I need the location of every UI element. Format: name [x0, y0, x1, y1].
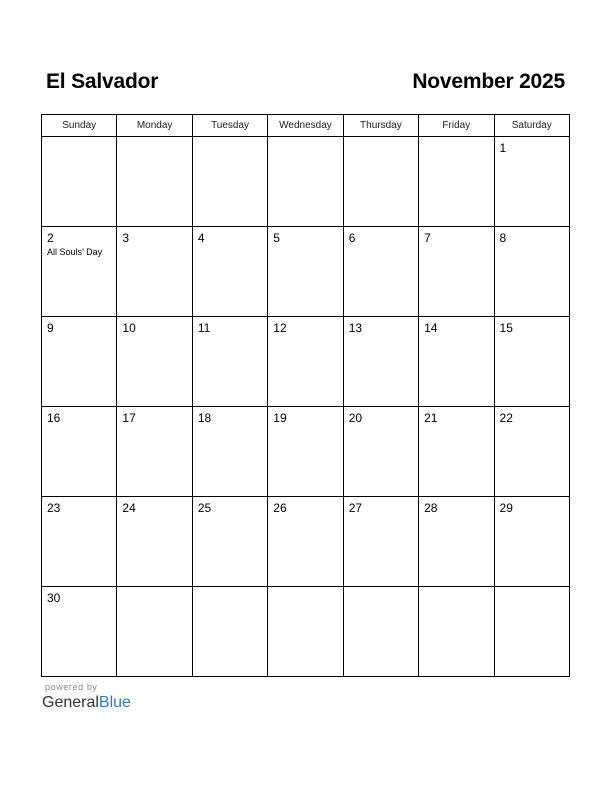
day-number — [117, 137, 191, 142]
day-cell — [494, 137, 569, 227]
day-cell — [268, 497, 343, 587]
day-number: 24 — [122, 501, 136, 515]
day-number — [193, 137, 267, 142]
day-number: 30 — [47, 591, 61, 605]
day-cell — [192, 227, 267, 317]
day-number: 3 — [122, 231, 130, 245]
day-number — [193, 587, 267, 592]
day-number: 29 — [499, 501, 513, 515]
brand-blue-text: Blue — [98, 694, 131, 711]
week-row — [42, 317, 570, 407]
day-number — [419, 587, 493, 592]
calendar-grid — [41, 114, 570, 677]
weekday-header: Thursday — [343, 115, 418, 137]
day-number: 28 — [424, 501, 438, 515]
day-cell — [117, 317, 192, 407]
day-number — [419, 137, 493, 142]
day-number: 19 — [273, 411, 287, 425]
day-number: 8 — [499, 231, 507, 245]
day-number: 17 — [122, 411, 136, 425]
day-cell — [343, 407, 418, 497]
weekday-header: Monday — [117, 115, 192, 137]
day-cell — [42, 227, 117, 317]
day-cell — [343, 317, 418, 407]
day-number: 4 — [197, 231, 205, 245]
day-cell — [117, 587, 192, 677]
day-cell — [419, 317, 494, 407]
day-cell — [343, 497, 418, 587]
generalblue-logo[interactable] — [42, 694, 131, 712]
day-cell — [268, 137, 343, 227]
day-cell — [42, 407, 117, 497]
day-number: 9 — [47, 321, 54, 335]
holiday-label: All Souls’ Day — [47, 247, 103, 257]
day-number: 7 — [424, 231, 431, 245]
day-number: 25 — [197, 501, 212, 515]
weekday-header: Wednesday — [268, 115, 343, 137]
day-cell — [419, 587, 494, 677]
day-number — [268, 137, 342, 142]
day-cell — [192, 137, 267, 227]
day-cell — [343, 137, 418, 227]
day-cell — [268, 407, 343, 497]
day-number — [42, 137, 116, 142]
day-number — [344, 137, 418, 142]
day-number: 16 — [47, 411, 61, 425]
day-cell — [494, 407, 569, 497]
day-cell — [419, 497, 494, 587]
day-number: 14 — [424, 321, 438, 335]
day-cell — [419, 137, 494, 227]
day-cell — [42, 497, 117, 587]
day-cell — [42, 587, 117, 677]
day-number: 20 — [348, 411, 363, 425]
powered-by-label: powered by — [45, 682, 98, 692]
day-number: 11 — [197, 321, 211, 335]
day-cell — [117, 137, 192, 227]
weekday-header-row — [42, 115, 570, 137]
day-number: 26 — [273, 501, 287, 515]
day-number — [268, 587, 342, 592]
day-number — [117, 587, 191, 592]
day-cell — [494, 497, 569, 587]
month-year-title: November 2025 — [412, 70, 565, 93]
day-cell — [42, 317, 117, 407]
day-number: 15 — [499, 321, 513, 335]
day-cell — [494, 587, 569, 677]
day-number — [495, 587, 569, 592]
weekday-header: Saturday — [494, 115, 569, 137]
day-cell — [192, 407, 267, 497]
day-cell — [494, 227, 569, 317]
day-cell — [268, 317, 343, 407]
country-title: El Salvador — [46, 70, 159, 93]
day-cell — [117, 497, 192, 587]
weekday-header: Sunday — [42, 115, 117, 137]
day-cell — [494, 317, 569, 407]
day-cell — [268, 587, 343, 677]
day-number: 1 — [499, 141, 507, 155]
day-number — [344, 587, 418, 592]
brand-general-text: General — [42, 694, 99, 711]
day-number: 18 — [197, 411, 212, 425]
day-cell — [42, 137, 117, 227]
day-number: 10 — [122, 321, 136, 335]
day-number: 6 — [348, 231, 356, 245]
day-cell — [117, 227, 192, 317]
day-cell — [268, 227, 343, 317]
day-cell — [419, 407, 494, 497]
weekday-header: Friday — [419, 115, 494, 137]
day-number: 21 — [424, 411, 438, 425]
day-number: 2 — [47, 231, 54, 245]
day-number: 27 — [348, 501, 363, 515]
day-number: 5 — [273, 231, 280, 245]
day-number: 13 — [348, 321, 363, 335]
day-cell — [192, 317, 267, 407]
day-number: 22 — [499, 411, 513, 425]
day-cell — [192, 497, 267, 587]
day-number: 12 — [273, 321, 287, 335]
weekday-header: Tuesday — [192, 115, 267, 137]
day-cell — [117, 407, 192, 497]
day-cell — [419, 227, 494, 317]
week-row — [42, 227, 570, 317]
day-cell — [343, 227, 418, 317]
day-cell — [343, 587, 418, 677]
week-row — [42, 137, 570, 227]
week-row — [42, 407, 570, 497]
day-number: 23 — [47, 501, 61, 515]
week-row — [42, 497, 570, 587]
day-cell — [192, 587, 267, 677]
week-row — [42, 587, 570, 677]
